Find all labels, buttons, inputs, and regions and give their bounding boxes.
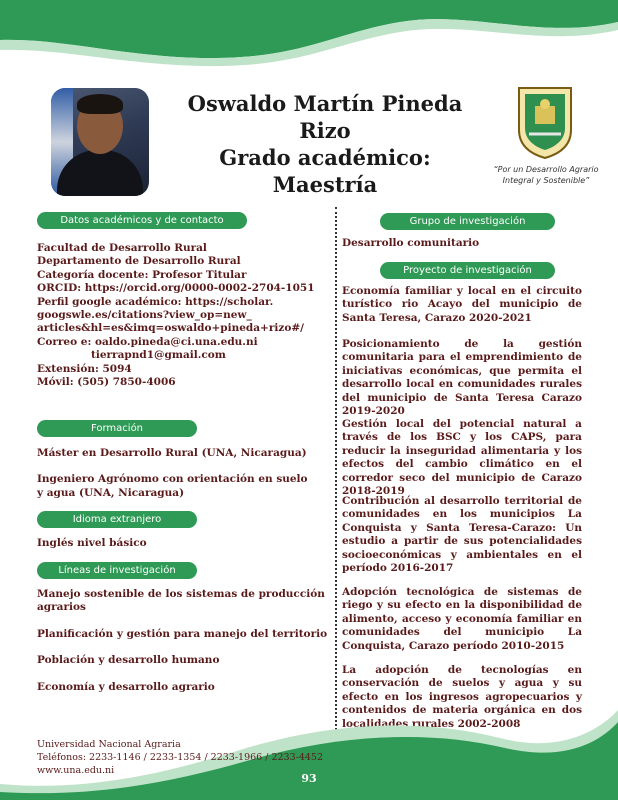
lineas-list xyxy=(37,588,327,694)
profile-header xyxy=(170,90,480,198)
list-item: Planificación y gestión para manejo del territorio xyxy=(37,627,328,640)
top-wave-decoration xyxy=(0,0,618,80)
footer-phones: Teléfonos: 2233-1146 / 2233-1354 / 2233-1966 / 2233-4452 xyxy=(37,752,324,763)
email-line-secondary[interactable]: tierrapnd1@gmail.com xyxy=(91,349,226,362)
contact-line: Categoría docente: Profesor Titular xyxy=(37,268,247,281)
project-item: Contribución al desarrollo territorial de comunidades en los municipios La Conquista y Santa Teresa-Carazo: Un estudio a partir de sus potencialidades socioeconómicas y ambientales en el período 2016-2017 xyxy=(342,495,582,575)
list-item: y agua (UNA, Nicaragua) xyxy=(37,486,185,499)
grupo-list xyxy=(342,237,479,250)
footer-university: Universidad Nacional Agraria xyxy=(37,739,181,750)
list-item: Manejo sostenible de los sistemas de producción xyxy=(37,588,325,600)
column-divider xyxy=(335,207,337,742)
project-item: Gestión local del potencial natural a través de los BSC y los CAPS, para reducir la inseguridad alimentaria y los efectos del cambio climático en el corredor seco del municipio de Carazo 2018-2019 xyxy=(342,418,582,498)
idioma-list xyxy=(37,537,147,550)
section-label-proyecto: Proyecto de investigación xyxy=(380,262,555,279)
contact-line: Departamento de Desarrollo Rural xyxy=(37,255,241,268)
list-item: Desarrollo comunitario xyxy=(342,237,480,249)
page-number: 93 xyxy=(301,772,317,785)
university-motto: “Por un Desarrollo Agrario Integral y Sostenible” xyxy=(493,165,599,185)
list-item: Población y desarrollo humano xyxy=(37,654,220,667)
contact-line: Extensión: 5094 xyxy=(37,362,132,375)
list-item: Ingeniero Agrónomo con orientación en suelo xyxy=(37,473,308,486)
university-seal-icon xyxy=(515,84,575,160)
person-name: Oswaldo Martín Pineda Rizo xyxy=(187,91,463,143)
scholar-link-cont[interactable]: googswle.es/citations?view_op=new_ xyxy=(37,309,252,322)
section-label-idioma: Idioma extranjero xyxy=(37,511,197,528)
project-item: La adopción de tecnologías en conservación de suelos y agua y su efecto en los ingresos agropecuarios y contenidos de materia orgánica en dos localidades rurales 2002-2008 xyxy=(342,664,582,730)
formacion-list xyxy=(37,447,308,500)
section-label-grupo: Grupo de investigación xyxy=(380,213,555,230)
list-item: agrarios xyxy=(37,601,86,614)
orcid-link[interactable]: ORCID: https://orcid.org/0000-0002-2704-1051 xyxy=(37,282,315,295)
contact-line: Facultad de Desarrollo Rural xyxy=(37,242,207,254)
list-item: Economía y desarrollo agrario xyxy=(37,680,215,693)
section-label-formacion: Formación xyxy=(37,420,197,437)
section-label-contact: Datos académicos y de contacto xyxy=(37,212,247,229)
footer-website[interactable]: www.una.edu.ni xyxy=(37,765,115,776)
scholar-link-cont[interactable]: articles&hl=es&imq=oswaldo+pineda+rizo#/ xyxy=(37,322,304,335)
section-label-lineas: Líneas de investigación xyxy=(37,562,197,579)
academic-degree: Grado académico: Maestría xyxy=(219,145,431,197)
project-item: Economía familiar y local en el circuito turístico rio Acayo del municipio de Santa Teresa, Carazo 2020-2021 xyxy=(342,285,582,324)
list-item: Inglés nivel básico xyxy=(37,537,147,549)
project-item: Posicionamiento de la gestión comunitaria para el emprendimiento de iniciativas económicas, que permita el desarrollo local en comunidades rurales del municipio de Santa Teresa Carazo 2019-2020 xyxy=(342,338,582,418)
contact-line: Móvil: (505) 7850-4006 xyxy=(37,376,176,389)
list-item: Máster en Desarrollo Rural (UNA, Nicaragua) xyxy=(37,447,307,459)
scholar-link[interactable]: Perfil google académico: https://scholar. xyxy=(37,295,274,308)
email-line[interactable]: Correo e: oaldo.pineda@ci.una.edu.ni xyxy=(37,335,258,348)
contact-details xyxy=(37,242,315,389)
project-item: Adopción tecnológica de sistemas de riego y su efecto en la disponibilidad de alimento, acceso y economía familiar en comunidades del municipio La Conquista, Carazo período 2010-2015 xyxy=(342,586,582,652)
profile-photo xyxy=(51,88,149,196)
